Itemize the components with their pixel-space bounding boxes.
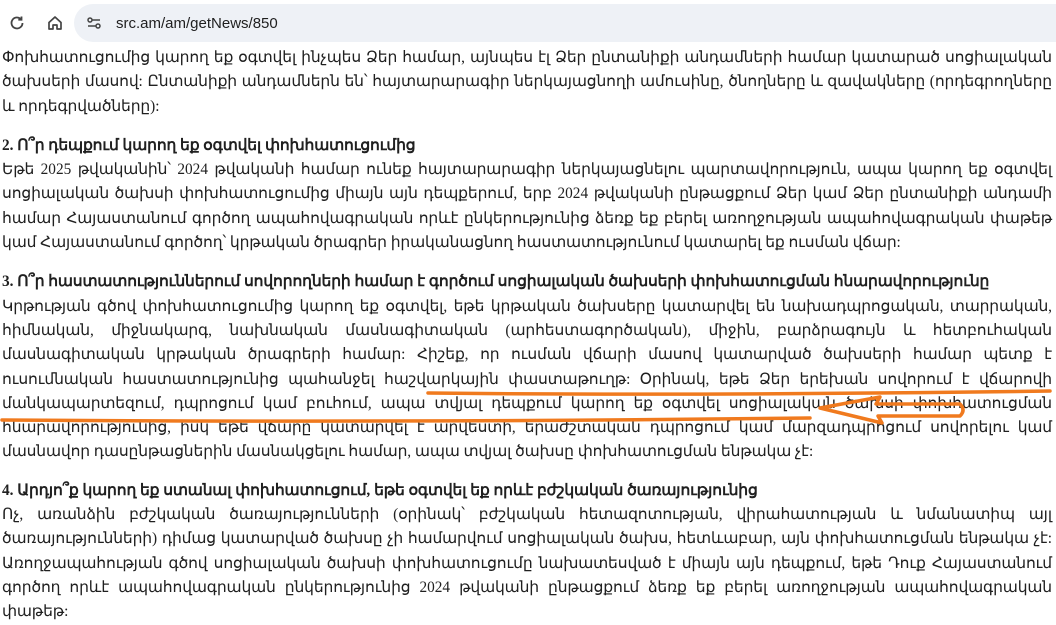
- section-3-heading: 3. Ո՞ր հաստատություններում սովորողների համար է գործում սոցիալական ծախսերի փոխհատուցման հնարավորությունը: [2, 273, 990, 291]
- highlighted-text: իսկ եթե վճարը կատարվել է արվեստի, երաժշտական դպրոցում կամ մարզադպրոցում սովորելու կամ մասնավոր դասընթացներին մասնակցելու համար, ապա տվյալ ծախսը փոխհատուցման ենթակա չէ:: [2, 419, 1052, 461]
- article-body: [0, 46, 1054, 625]
- section-4-paragraph: Ոչ, առանձին բժշկական ծառայությունների (օրինակ՝ բժշկական հետազոտության, վիրահատության և նմանատիպ այլ ծառայությունների) դիմաց կատարված ծախսը չի համարվում սոցիալական ծախս, հետևաբար, այն փոխհատուցման ենթակա չէ: Առողջապահության գծով սոցիալական ծախսի փոխհատուցումը նախատեսված է միայն այն դեպքում, եթե Դուք Հայաստանում գործող որևէ ապահովագրական ընկերությունից 2024 թվականի ընթացքում ձեռք եք բերել առողջության ապահովագրական փաթեթ:: [2, 506, 1052, 621]
- url-text[interactable]: src.am/am/getNews/850: [116, 14, 278, 32]
- home-icon: [46, 14, 64, 32]
- section-2-paragraph: Եթե 2025 թվականին՝ 2024 թվականի համար ունեք հայտարարագիր ներկայացնելու պարտավորություն, ապա կարող եք օգտվել սոցիալական ծախսի փոխհատուցումից միայն այն դեպքերում, երբ 2024 թվականի ընթացքում Ձեր կամ Ձեր ընտանիքի անդամի համար Հայաստանում գործող ապահովագրական որևէ ընկերությունից ձեռք եք բերել առողջության ապահովագրական փաթեթ կամ Հայաստանում գործող՝ կրթական ծրագրեր իրականացնող հաստատությունում կատարել եք ուսման վճար:: [2, 161, 1052, 252]
- home-button[interactable]: [42, 10, 68, 36]
- site-settings-icon: [85, 14, 103, 32]
- browser-toolbar: [0, 0, 1056, 46]
- reload-button[interactable]: [4, 10, 30, 36]
- section-2-heading: 2. Ո՞ր դեպքում կարող եք օգտվել փոխհատուցումից: [2, 136, 416, 154]
- site-settings-button[interactable]: [82, 11, 106, 35]
- intro-paragraph: Փոխհատուցումից կարող եք օգտվել ինչպես Ձեր համար, այնպես էլ Ձեր ընտանիքի անդամների համար կատարած սոցիալական ծախսերի մասով: Ընտանիքի անդամներն են՝ հայտարարագիր ներկայացնողի ամուսինը, ծնողները և զավակները (որդեգրողները և որդեգրվածները):: [2, 49, 1052, 115]
- section-4-heading: 4. Արդյո՞ք կարող եք ստանալ փոխհատուցում, եթե օգտվել եք որևէ բժշկական ծառայությունից: [2, 481, 758, 499]
- reload-icon: [8, 14, 26, 32]
- section-3-text: Կրթության գծով փոխհատուցումից կարող եք օգտվել, եթե կրթական ծախսերը կատարվել են նախադպրոցական, տարրական, հիմնական, միջնակարգ, նախնական մասնագիտական (արհեստագործական), միջին, բարձրագույն և հետբուհական մասնագիտական կրթական ծրագրերի համար: Հիշեք, որ ուսման վճարի մասով կատարված ծախսերի համար պետք է ուսումնական հաստատությունից պահանջել հաշվարկային փաստաթուղթ: Օրինակ, եթե Ձեր երեխան սովորում է վճարովի մանկապարտեզում, դպրոցում կամ բուհում, ապա տվյալ դեպքում կարող եք օգտվել սոցիալական ծախսի փոխհատուցման հնարավորությունից,: [2, 297, 1052, 437]
- address-bar[interactable]: [74, 4, 1056, 42]
- section-3-paragraph: [2, 295, 1052, 465]
